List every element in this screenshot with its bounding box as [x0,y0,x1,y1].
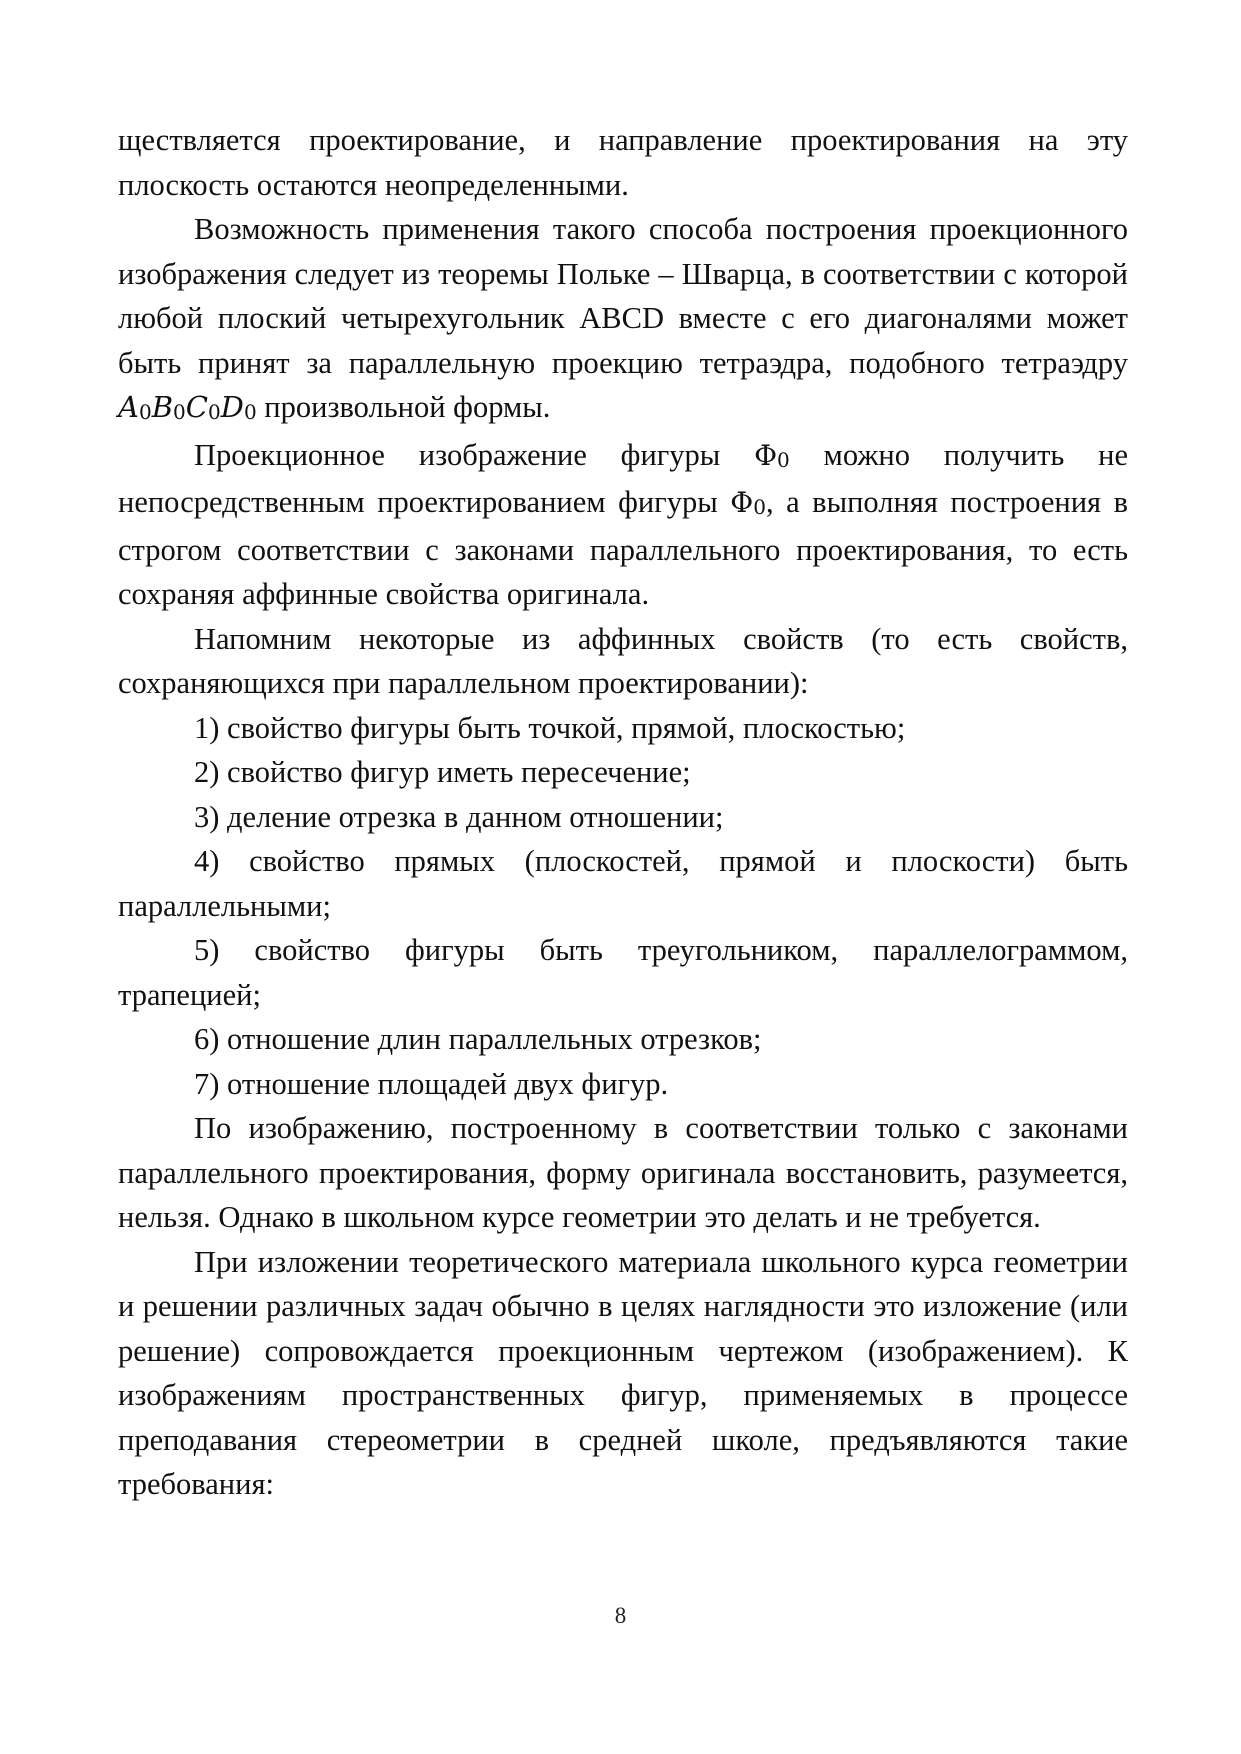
paragraph-text: Проекционное изображение фигуры [194,437,755,472]
paragraph-text: Возможность применения такого способа построения проекционного изображения следует из теоремы Польке – Шварца, в соответствии с которой любой плоский четырехугольник ABCD вместе с его диагоналями может быть принят за параллельную проекцию тетраэдра, подобного тетраэдру [118,212,1128,380]
phi-symbol: $\Phi_0$ [754,438,790,472]
list-item: 4) свойство прямых (плоскостей, прямой и плоскости) быть параллельными; [118,844,1128,923]
list-item: 1) свойство фигуры быть точкой, прямой, плоскостью; [194,710,906,745]
list-item: 7) отношение площадей двух фигур. [194,1066,669,1101]
paragraph-polke-schwarz [118,207,1128,433]
list-item: 5) свойство фигуры быть треугольником, параллелограммом, трапецией; [118,933,1128,1012]
paragraph-requirements: При изложении теоретического материала школьного курса геометрии и решении различных задач обычно в целях наглядности это изложение (или решение) сопровождается проекционным чертежом (изображением). К изображениям пространственных фигур, применяемых в процессе преподавания стереометрии в средней школе, предъявляются такие требования: [118,1244,1128,1501]
page-body [118,118,1128,1507]
phi-symbol: $\Phi_0$ [730,486,766,519]
list-item: 3) деление отрезка в данном отношении; [194,799,724,834]
paragraph-restore-original: По изображению, построенному в соответствии только с законами параллельного проектирования, форму оригинала восстановить, разумеется, нельзя. Однако в школьном курсе геометрии это делать и не требуется. [118,1111,1128,1234]
list-item: 6) отношение длин параллельных отрезков; [194,1022,762,1056]
tetrahedron-formula: $A_0B_0C_0D_0$ [118,390,257,424]
paragraph-text: , а выполняя построения в строгом соответствии с законами параллельного проектирования, то есть сохраняя аффинные свойства оригинала. [118,485,1128,611]
paragraph-projection-image [118,433,1128,617]
paragraph-continuation: ществляется проектирование, и направление проектирования на эту плоскость остаются неопределенными. [118,123,1128,202]
list-item: 2) свойство фигур иметь пересечение; [194,755,691,789]
page-number: 8 [614,1603,627,1628]
paragraph-text: произвольной формы. [256,390,551,424]
paragraph-text: можно получить не непосредственным проектированием фигуры [118,437,1128,519]
paragraph-affine-intro: Напомним некоторые из аффинных свойств (то есть свойств, сохраняющихся при параллельном проектировании): [118,621,1128,700]
